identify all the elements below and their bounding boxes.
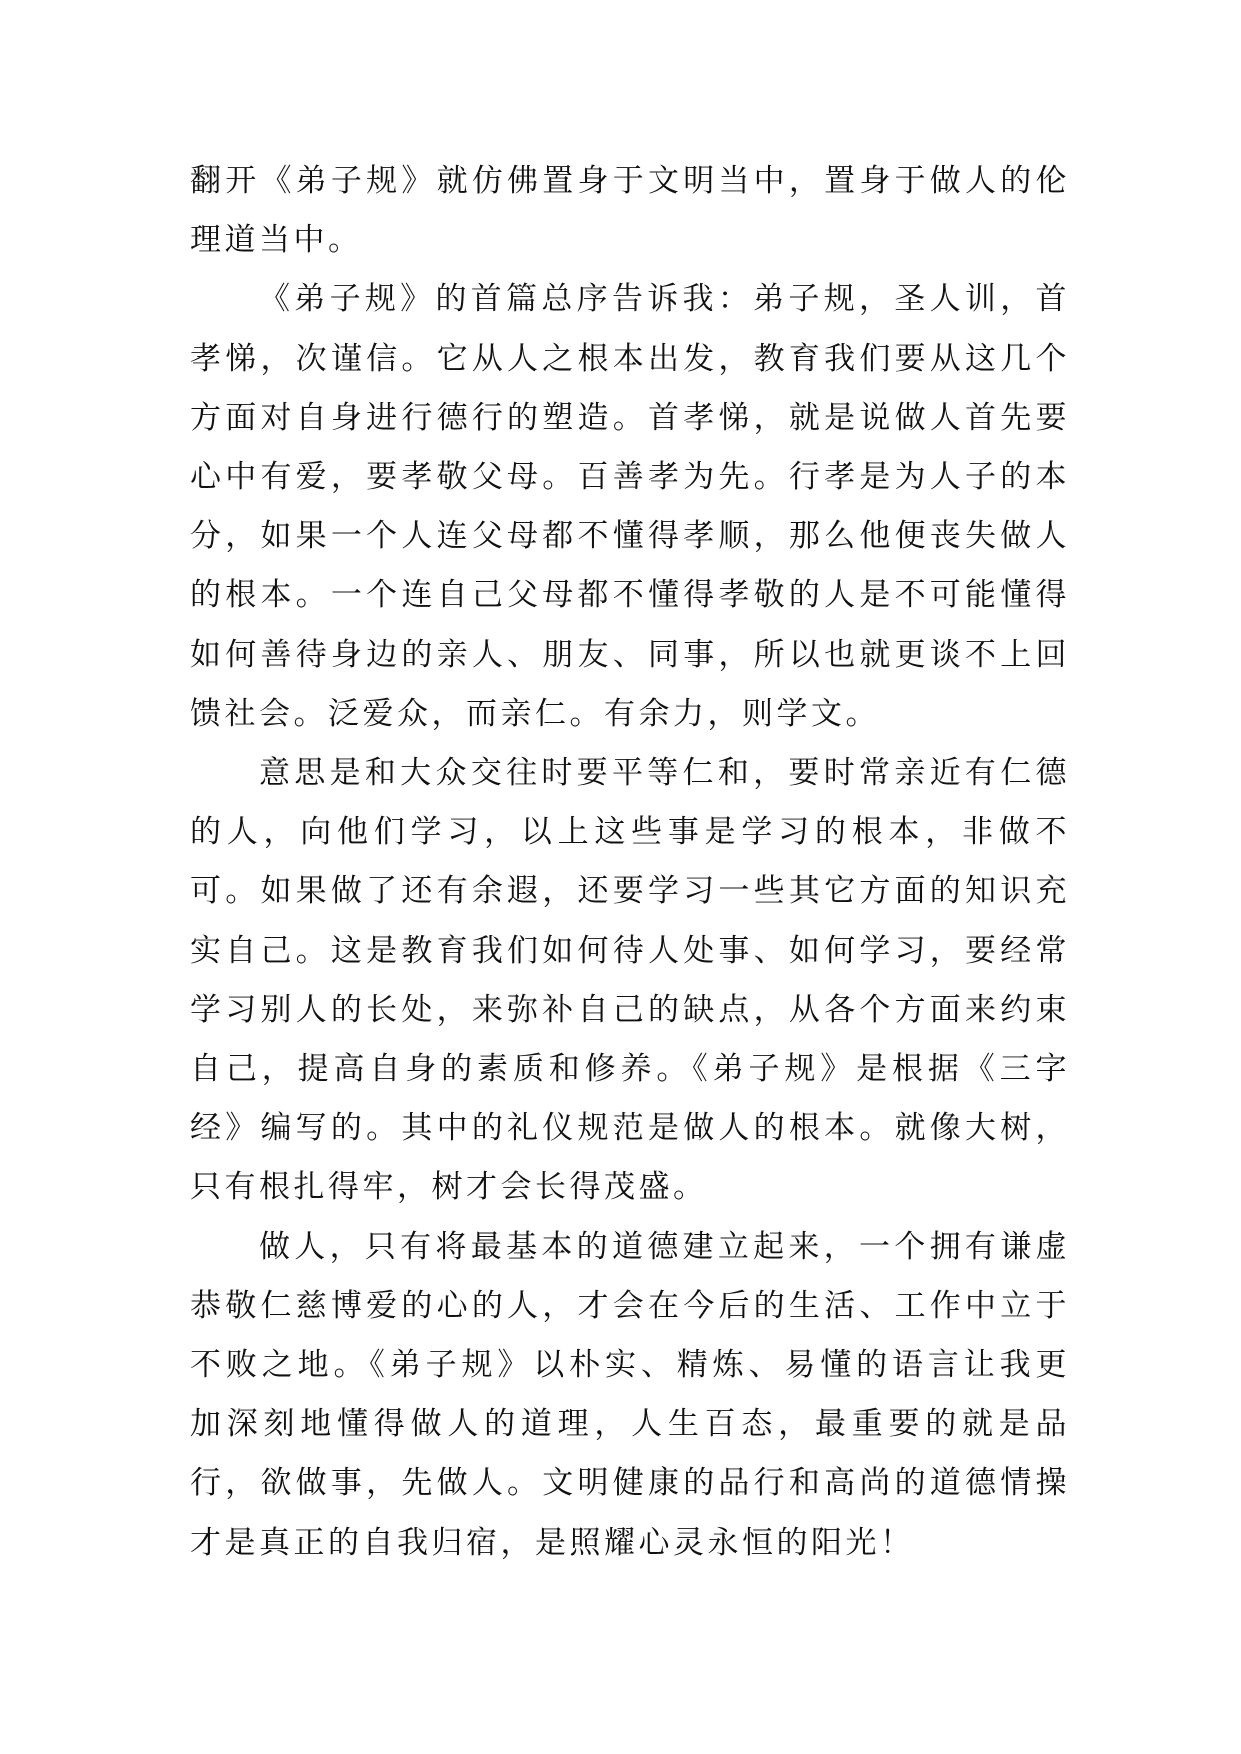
paragraph-4: 做人，只有将最基本的道德建立起来，一个拥有谦虚恭敬仁慈博爱的心的人，才会在今后的生活、工作中立于不败之地。《弟子规》以朴实、精炼、易懂的语言让我更加深刻地懂得做人的道理，人生百态，最重要的就是品行，欲做事，先做人。文明健康的品行和高尚的道德情操才是真正的自我归宿，是照耀心灵永恒的阳光！ [190, 1228, 1070, 1561]
body-text [190, 152, 1070, 1573]
paragraph-1: 翻开《弟子规》就仿佛置身于文明当中，置身于做人的伦理道当中。 [190, 163, 1070, 259]
paragraph-2: 《弟子规》的首篇总序告诉我：弟子规，圣人训，首孝悌，次谨信。它从人之根本出发，教育我们要从这几个方面对自身进行德行的塑造。首孝悌，就是说做人首先要心中有爱，要孝敬父母。百善孝为先。行孝是为人子的本分，如果一个人连父母都不懂得孝顺，那么他便丧失做人的根本。一个连自己父母都不懂得孝敬的人是不可能懂得如何善待身边的亲人、朋友、同事，所以也就更谈不上回馈社会。泛爱众，而亲仁。有余力，则学文。 [190, 281, 1070, 732]
paragraph-3: 意思是和大众交往时要平等仁和，要时常亲近有仁德的人，向他们学习，以上这些事是学习的根本，非做不可。如果做了还有余遐，还要学习一些其它方面的知识充实自己。这是教育我们如何待人处事、如何学习，要经常学习别人的长处，来弥补自己的缺点，从各个方面来约束自己，提高自身的素质和修养。《弟子规》是根据《三字经》编写的。其中的礼仪规范是做人的根本。就像大树，只有根扎得牢，树才会长得茂盛。 [190, 755, 1070, 1206]
